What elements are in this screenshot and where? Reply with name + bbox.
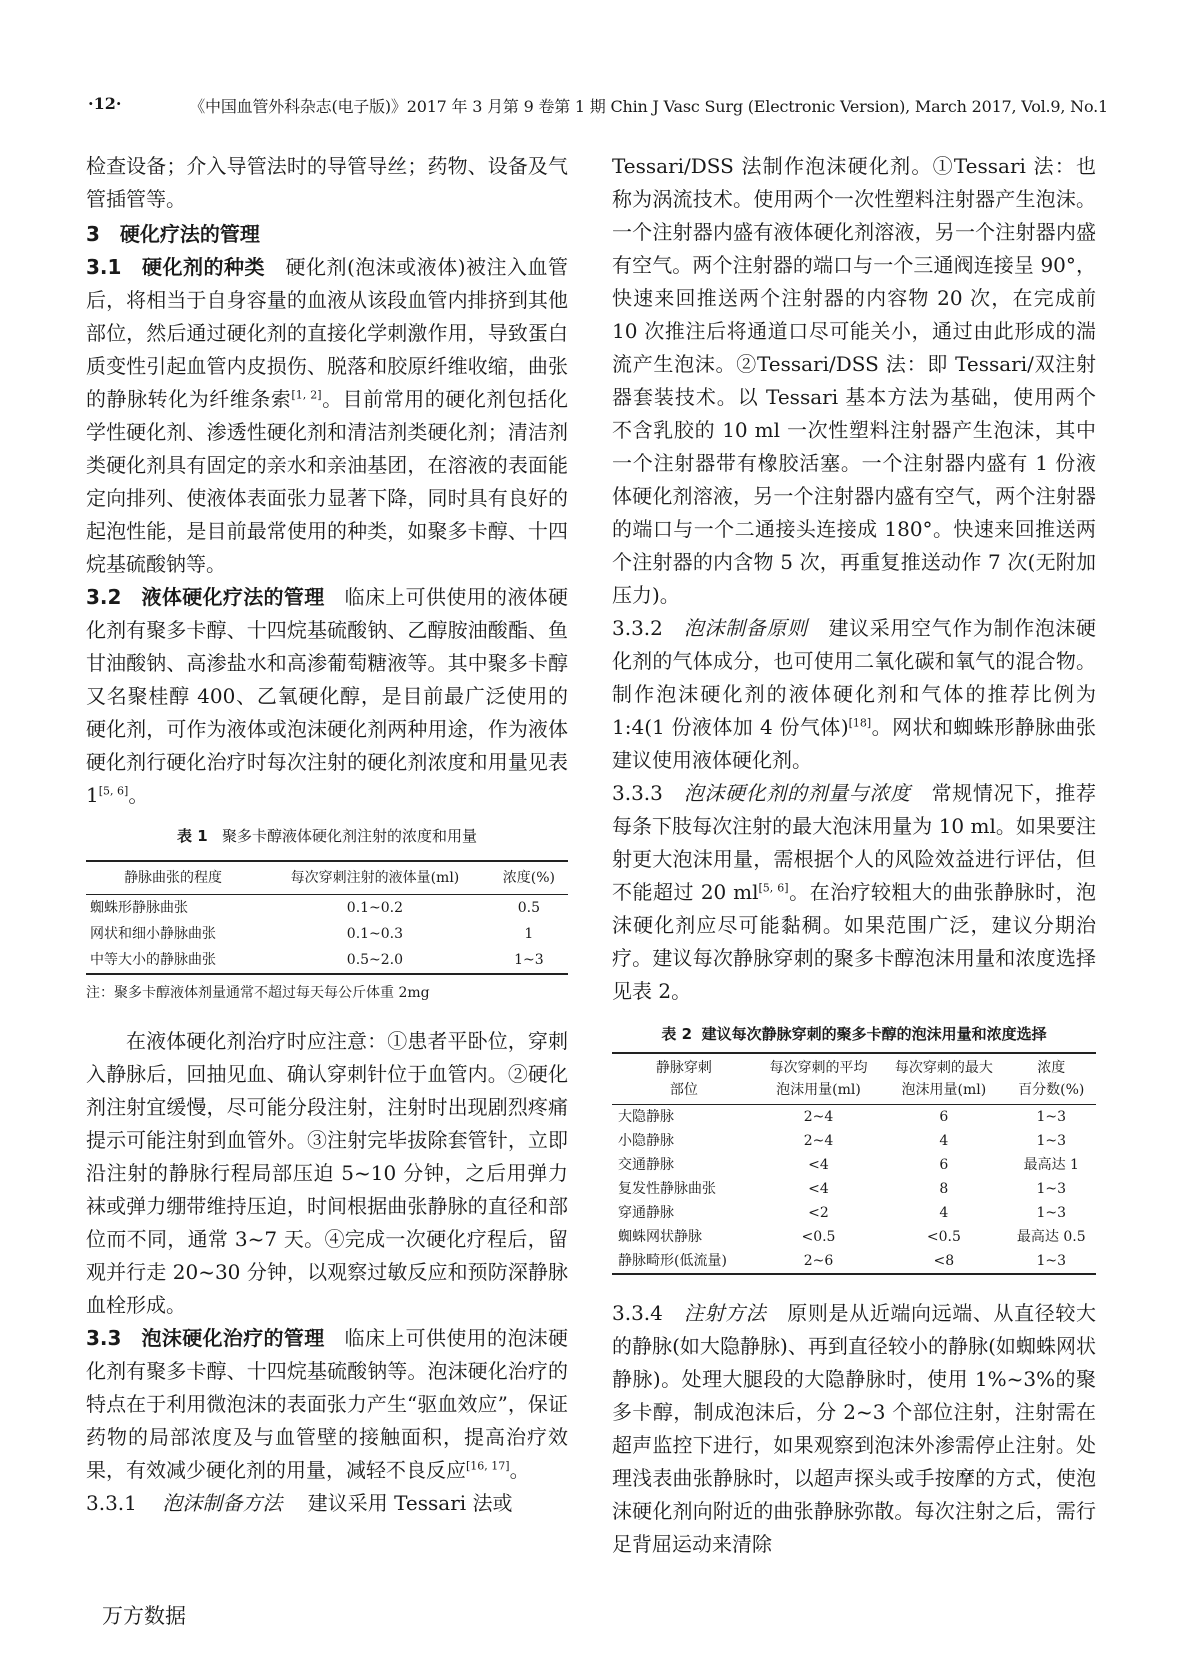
paragraph-3-3-3: 3.3.3 泡沫硬化剂的剂量与浓度 常规情况下，推荐每条下肢每次注射的最大泡沫用量为 10 ml。如果要注射更大泡沫用量，需根据个人的风险效益进行评估，但不能超过 20 ml[5, 6]。在治疗较粗大的曲张静脉时，泡沫硬化剂应尽可能黏稠。如果范围广泛，建议分期治疗。建议每次静脉穿刺的聚多卡醇泡沫用量和浓度选择见表 2。: [612, 781, 1097, 1003]
subsection-title: 液体硬化疗法的管理: [141, 585, 325, 609]
table-2: [612, 1052, 1096, 1275]
watermark: 万方数据: [102, 1604, 186, 1628]
table-row: 静脉畸形(低流量) 2~6 <8 1~3: [618, 1253, 1067, 1269]
paragraph: 在液体硬化剂治疗时应注意：①患者平卧位，穿刺入静脉后，回抽见血、确认穿刺针位于血管内。②硬化剂注射宜缓慢，尽可能分段注射，注射时出现剧烈疼痛提示可能注射到血管外。③注射完毕拔除套管针，立即沿注射的静脉行程局部压迫 5~10 分钟，之后用弹力袜或弹力绷带维持压迫，时间根据曲张静脉的直径和部位而不同，通常 3~7 天。④完成一次硬化疗程后，留观并行走 20~30 分钟，以观察过敏反应和预防深静脉血栓形成。: [86, 1029, 568, 1317]
journal-citation: 《中国血管外科杂志(电子版)》2017 年 3 月第 9 卷第 1 期 Chin J Vasc Surg (Electronic Version), March 2017, Vol.9, No.1: [189, 97, 1108, 116]
paragraph-3-3-1: 3.3.1 泡沫制备方法 建议采用 Tessari 法或: [86, 1491, 513, 1515]
paragraph-3-3: 3.3 泡沫硬化治疗的管理 临床上可供使用的泡沫硬化剂有聚多卡醇、十四烷基硫酸钠等。泡沫硬化治疗的特点在于利用微泡沫的表面张力产生“驱血效应”，保证药物的局部浓度及与血管壁的接触面积，提高治疗效果，有效减少硬化剂的用量，减轻不良反应[16, 17]。: [86, 1326, 569, 1482]
table-row: 大隐静脉 2~4 6 1~3: [618, 1109, 1067, 1125]
table-row: 复发性静脉曲张 <4 8 1~3: [618, 1181, 1067, 1197]
table-caption: 表 2 建议每次静脉穿刺的聚多卡醇的泡沫用量和浓度选择: [661, 1025, 1047, 1043]
table-row: 网状和细小静脉曲张 0.1~0.3 1: [90, 926, 534, 942]
left-column: [86, 150, 568, 1520]
citation: [1, 2]: [291, 388, 322, 402]
subsection-title: 泡沫硬化治疗的管理: [141, 1326, 325, 1350]
page-number: ·12·: [88, 94, 122, 113]
table-row: 中等大小的静脉曲张 0.5~2.0 1~3: [90, 952, 544, 968]
page-header: [88, 94, 1108, 120]
subsection-title: 硬化剂的种类: [142, 255, 265, 279]
table-row: 蜘蛛形静脉曲张 0.1~0.2 0.5: [90, 900, 540, 916]
paragraph: 检查设备；介入导管法时的导管导丝；药物、设备及气管插管等。: [86, 154, 568, 211]
paragraph-3-3-4: 3.3.4 注射方法 原则是从近端向远端、从直径较大的静脉(如大隐静脉)、再到直径较小的静脉(如蜘蛛网状静脉)。处理大腿段的大隐静脉时，使用 1%~3%的聚多卡醇，制成泡沫后，分 2~3 个部位注射，注射需在超声监控下进行，如果观察到泡沫外渗需停止注射。处理浅表曲张静脉时，以超声探头或手按摩的方式，使泡沫硬化剂向附近的曲张静脉弥散。每次注射之后，需行足背屈运动来清除: [612, 1301, 1097, 1556]
table-header: 每次穿刺注射的液体量(ml): [260, 861, 490, 895]
section-heading: 3 硬化疗法的管理: [86, 222, 260, 246]
table-row: 交通静脉 <4 6 最高达 1: [618, 1157, 1079, 1173]
subsection-title: 泡沫制备方法: [162, 1491, 283, 1515]
table-header: 每次穿刺的最大 泡沫用量(ml): [881, 1053, 1006, 1105]
table-caption: 表 1 聚多卡醇液体硬化剂注射的浓度和用量: [177, 827, 477, 845]
paragraph-3-1: 3.1 硬化剂的种类 硬化剂(泡沫或液体)被注入血管后，将相当于自身容量的血液从该段血管内排挤到其他部位，然后通过硬化剂的直接化学刺激作用，导致蛋白质变性引起血管内皮损伤、脱落和胶原纤维收缩，曲张的静脉转化为纤维条索[1, 2]。目前常用的硬化剂包括化学性硬化剂、渗透性硬化剂和清洁剂类硬化剂；清洁剂类硬化剂具有固定的亲水和亲油基团，在溶液的表面能定向排列、使液体表面张力显著下降，同时具有良好的起泡性能，是目前最常使用的种类，如聚多卡醇、十四烷基硫酸钠等。: [86, 255, 569, 576]
table-header: 静脉曲张的程度: [86, 861, 260, 895]
subsection-title: 泡沫制备原则: [683, 616, 808, 640]
paragraph-3-2: 3.2 液体硬化疗法的管理 临床上可供使用的液体硬化剂有聚多卡醇、十四烷基硫酸钠、乙醇胺油酸酯、鱼甘油酸钠、高渗盐水和高渗葡萄糖液等。其中聚多卡醇又名聚桂醇 400、乙氧硬化醇，是目前最广泛使用的硬化剂，可作为液体或泡沫硬化剂两种用途，作为液体硬化剂行硬化治疗时每次注射的硬化剂浓度和用量见表 1[5, 6]。: [86, 585, 569, 807]
table-row: 蜘蛛网状静脉 <0.5 <0.5 最高达 0.5: [618, 1229, 1086, 1245]
paragraph: Tessari/DSS 法制作泡沫硬化剂。①Tessari 法：也称为涡流技术。使用两个一次性塑料注射器产生泡沫。一个注射器内盛有液体硬化剂溶液，另一个注射器内盛有空气。两个注射器的端口与一个三通阀连接呈 90°，快速来回推送两个注射器的内容物 20 次，在完成前 10 次推注后将通道口尽可能关小，通过由此形成的湍流产生泡沫。②Tessari/DSS 法：即 Tessari/双注射器套装技术。以 Tessari 基本方法为基础，使用两个不含乳胶的 10 ml 一次性塑料注射器产生泡沫，其中一个注射器带有橡胶活塞。一个注射器内盛有 1 份液体硬化剂溶液，另一个注射器内盛有空气，两个注射器的端口与一个二通接头连接成 180°。快速来回推送两个注射器的内含物 5 次，再重复推送动作 7 次(无附加压力)。: [612, 154, 1096, 607]
table-header: 每次穿刺的平均 泡沫用量(ml): [756, 1053, 881, 1105]
table-1: [86, 860, 568, 975]
subsection-title: 泡沫硬化剂的剂量与浓度: [683, 781, 911, 805]
citation: [5, 6]: [758, 881, 789, 895]
table-header: 浓度 百分数(%): [1007, 1053, 1096, 1105]
table-row: 小隐静脉 2~4 4 1~3: [618, 1133, 1067, 1149]
table-header: 浓度(%): [490, 861, 568, 895]
paragraph-3-3-2: 3.3.2 泡沫制备原则 建议采用空气作为制作泡沫硬化剂的气体成分，也可使用二氧化碳和氧气的混合物。制作泡沫硬化剂的液体硬化剂和气体的推荐比例为 1:4(1 份液体加 4 份气体)[18]。网状和蜘蛛形静脉曲张建议使用液体硬化剂。: [612, 616, 1097, 772]
citation: [18]: [848, 716, 872, 730]
subsection-title: 注射方法: [683, 1301, 767, 1325]
table-row: 穿通静脉 <2 4 1~3: [618, 1205, 1067, 1221]
citation: [16, 17]: [466, 1459, 510, 1473]
citation: [5, 6]: [98, 784, 129, 798]
right-column: [612, 150, 1096, 1561]
table-header: 静脉穿刺 部位: [612, 1053, 756, 1105]
table-note: 注：聚多卡醇液体剂量通常不超过每天每公斤体重 2mg: [86, 985, 430, 1001]
